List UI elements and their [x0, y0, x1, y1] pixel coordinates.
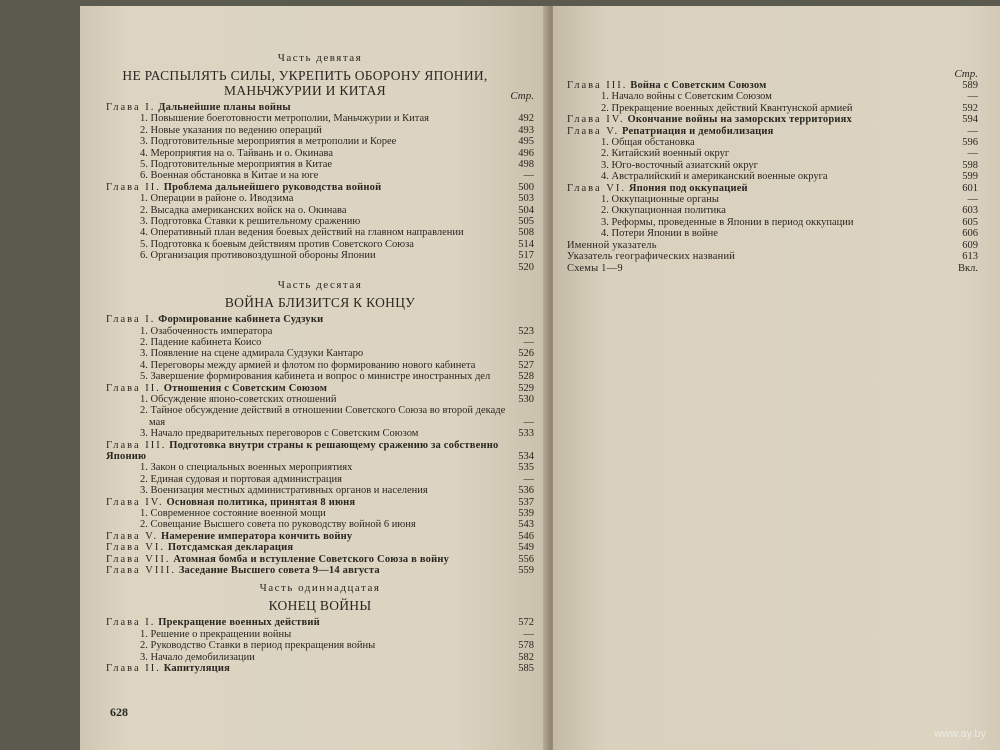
- toc-section-row: [106, 640, 534, 651]
- toc-page-number: 599: [962, 171, 978, 183]
- toc-entry-title: 5. Подготовка к боевым действиям против Советского Союза: [140, 238, 414, 250]
- str-column-header: Стр.: [954, 68, 978, 80]
- toc-entry-title: 3. Реформы, проведенные в Японии в период оккупации: [601, 216, 854, 228]
- part-title: КОНЕЦ ВОЙНЫ: [268, 598, 372, 614]
- toc-section-row: [567, 205, 978, 216]
- chapter-title: Япония под оккупацией: [628, 182, 748, 194]
- toc-page-number: 534: [518, 450, 534, 462]
- toc-entry-title: 4. Оперативный план ведения боевых действий на главном направлении: [140, 227, 464, 239]
- part-toc-list: [106, 314, 534, 576]
- toc-section-row: [567, 103, 978, 114]
- toc-section-row: [106, 326, 534, 337]
- toc-page-number: 603: [962, 205, 978, 217]
- toc-misc-row: [567, 263, 978, 274]
- toc-chapter-row: [567, 126, 978, 137]
- chapter-title: Потсдамская декларация: [167, 542, 294, 554]
- toc-entry-title: 2. Совещание Высшего совета по руководству войной 6 июня: [140, 519, 416, 531]
- toc-entry-title: [106, 314, 508, 325]
- toc-chapter-row: [106, 497, 534, 508]
- toc-section-row: [106, 360, 534, 371]
- toc-page-number: 592: [962, 102, 978, 114]
- toc-chapter-row: [567, 114, 978, 125]
- toc-entry-title: [106, 617, 508, 628]
- toc-section-row: [567, 228, 978, 239]
- toc-page-number: 504: [518, 204, 534, 216]
- toc-page-number: 528: [518, 371, 534, 383]
- toc-section-row: [567, 148, 978, 159]
- toc-page-number: 527: [518, 359, 534, 371]
- toc-section-row: [567, 137, 978, 148]
- toc-entry-title: [106, 554, 508, 565]
- toc-chapter-row: [106, 617, 534, 628]
- toc-entry-title: 1. Современное состояние военной мощи: [140, 508, 326, 519]
- chapter-prefix: Глава V.: [567, 125, 620, 137]
- toc-section-row: [106, 348, 534, 359]
- toc-entry-title: [106, 663, 508, 674]
- toc-page-number: 549: [518, 542, 534, 554]
- chapter-prefix: Глава VII.: [106, 553, 171, 565]
- toc-chapter-row: [106, 531, 534, 542]
- part-title: НЕ РАСПЫЛЯТЬ СИЛЫ, УКРЕПИТЬ ОБОРОНУ ЯПОНИИ, МАНЬЧЖУРИИ И КИТАЯ: [122, 68, 488, 98]
- toc-page-number: 572: [518, 617, 534, 629]
- toc-section-row: [106, 394, 534, 405]
- toc-page-number: 505: [518, 216, 534, 228]
- toc-entry-title: 5. Подготовительные мероприятия в Китае: [140, 159, 333, 171]
- toc-page-number: Вкл.: [958, 262, 978, 274]
- part-label: Часть десятая: [277, 279, 363, 292]
- chapter-title: Проблема дальнейшего руководства войной: [163, 181, 382, 193]
- toc-page-number: 517: [518, 250, 534, 262]
- chapter-title: Репатриация и демобилизация: [621, 125, 774, 137]
- chapter-prefix: Глава I.: [106, 617, 156, 629]
- toc-page-number: 601: [962, 182, 978, 194]
- toc-entry-title: [106, 440, 508, 463]
- toc-page-number: —: [967, 194, 978, 206]
- toc-entry-title: [567, 80, 952, 91]
- toc-entry-title: 1. Начало войны с Советским Союзом: [601, 91, 772, 103]
- right-toc: [567, 80, 978, 274]
- toc-chapter-row: [106, 663, 534, 674]
- toc-page-number: 585: [518, 663, 534, 675]
- toc-entry-title: [567, 114, 952, 125]
- watermark: www.ay.by: [934, 728, 986, 740]
- toc-page-number: 498: [518, 159, 534, 171]
- toc-section-row: [106, 508, 534, 519]
- toc-chapter-row: [106, 440, 534, 463]
- toc-section-row: [106, 216, 534, 227]
- chapter-prefix: Глава VI.: [567, 182, 626, 194]
- chapter-prefix: Глава I.: [106, 314, 156, 326]
- toc-entry-title: [106, 542, 508, 553]
- chapter-prefix: Глава VIII.: [106, 565, 176, 577]
- toc-entry-title: 2. Высадка американских войск на о. Окинава: [140, 204, 347, 216]
- toc-entry-title: 4. Переговоры между армией и флотом по формированию нового кабинета: [140, 359, 476, 371]
- toc-section-row: [106, 250, 534, 261]
- toc-section-row: [106, 239, 534, 250]
- toc-section-row: [106, 519, 534, 530]
- toc-chapter-row: [106, 542, 534, 553]
- part-label: Часть одиннадцатая: [259, 582, 381, 595]
- toc-page-number: 606: [962, 228, 978, 240]
- toc-page-number: 520: [518, 261, 534, 273]
- toc-section-row: [567, 91, 978, 102]
- toc-entry-title: 3. Подготовка Ставки к решительному сражению: [140, 216, 361, 228]
- toc-page-number: —: [523, 473, 534, 485]
- toc-page-number: 503: [518, 193, 534, 205]
- part-title-row: [106, 68, 534, 102]
- right-page: [553, 6, 1000, 750]
- chapter-title: Прекращение военных действий: [158, 617, 320, 629]
- toc-entry-title: 2. Тайное обсуждение действий в отношении Советского Союза во второй декаде мая: [140, 405, 506, 428]
- toc-entry-title: 3. Подготовительные мероприятия в метрополии и Корее: [140, 136, 397, 148]
- toc-chapter-row: [106, 102, 534, 113]
- toc-entry-title: 1. Озабоченность императора: [140, 325, 273, 337]
- toc-entry-title: 2. Руководство Ставки в период прекращения войны: [140, 640, 376, 652]
- toc-page-number: —: [967, 91, 978, 103]
- chapter-title: Атомная бомба и вступление Советского Союза в войну: [173, 553, 450, 565]
- toc-page-number: —: [523, 336, 534, 348]
- toc-page-number: 546: [518, 530, 534, 542]
- toc-page-number: 530: [518, 393, 534, 405]
- chapter-prefix: Глава VI.: [106, 542, 165, 554]
- toc-entry-title: 2. Оккупационная политика: [601, 205, 726, 217]
- toc-page-number: 533: [518, 428, 534, 440]
- toc-page-number: 596: [962, 137, 978, 149]
- toc-entry-title: [106, 497, 508, 508]
- chapter-prefix: Глава II.: [106, 663, 161, 675]
- toc-section-row: [106, 113, 534, 124]
- toc-page-number: 492: [518, 113, 534, 125]
- chapter-prefix: Глава III.: [106, 439, 167, 451]
- toc-entry-title: 3. Появление на сцене адмирала Судзуки Кантаро: [140, 348, 364, 360]
- toc-entry-title: 1. Оккупационные органы: [601, 194, 719, 206]
- toc-section-row: [567, 160, 978, 171]
- toc-page-number: 536: [518, 485, 534, 497]
- toc-entry-title: 2. Китайский военный округ: [601, 148, 730, 160]
- toc-misc-row: [567, 240, 978, 251]
- toc-entry-title: Указатель географических названий: [567, 251, 736, 263]
- chapter-title: Дальнейшие планы войны: [158, 102, 291, 113]
- toc-entry-title: 2. Падение кабинета Коисо: [140, 336, 262, 348]
- part-title-row: [106, 598, 534, 617]
- chapter-prefix: Глава II.: [106, 181, 161, 193]
- toc-entry-title: 6. Организация противовоздушной обороны Японии: [140, 250, 376, 262]
- chapter-title: Формирование кабинета Судзуки: [158, 314, 324, 326]
- chapter-title: Окончание войны на заморских территориях: [627, 114, 852, 126]
- toc-chapter-row: [106, 554, 534, 565]
- toc-page-number: 609: [962, 239, 978, 251]
- chapter-title: Основная политика, принятая 8 июня: [166, 496, 356, 508]
- toc-page-number: 523: [518, 325, 534, 337]
- chapter-title: Подготовка внутри страны к решающему сражению за собственно Японию: [106, 439, 499, 462]
- chapter-title: Отношения с Советским Союзом: [163, 382, 328, 394]
- toc-entry-title: Именной указатель: [567, 239, 657, 251]
- toc-page-number: —: [967, 125, 978, 137]
- part-title-row: [106, 295, 534, 314]
- toc-entry-title: 4. Потери Японии в войне: [601, 228, 718, 240]
- toc-page-number: 529: [518, 382, 534, 394]
- toc-page-number: 605: [962, 216, 978, 228]
- toc-entry-title: 1. Закон о специальных военных мероприятиях: [140, 462, 353, 474]
- toc-entry-title: 1. Обсуждение японо-советских отношений: [140, 393, 337, 405]
- toc-page-number: 535: [518, 462, 534, 474]
- toc-entry-title: 1. Общая обстановка: [601, 137, 695, 149]
- left-toc: [106, 52, 534, 674]
- page-number: 628: [110, 705, 128, 719]
- toc-entry-title: 2. Единая судовая и портовая администрация: [140, 473, 342, 485]
- toc-section-row: [106, 462, 534, 473]
- chapter-title: Заседание Высшего совета 9—14 августа: [178, 565, 380, 577]
- toc-chapter-row: [567, 80, 978, 91]
- toc-section-row: [106, 405, 534, 428]
- part-toc-list: [106, 617, 534, 674]
- toc-page-number: 526: [518, 348, 534, 360]
- toc-page-number: 582: [518, 651, 534, 663]
- toc-section-row: [106, 148, 534, 159]
- toc-section-row: [567, 217, 978, 228]
- chapter-prefix: Глава IV.: [567, 114, 625, 126]
- toc-chapter-row: [106, 314, 534, 325]
- toc-entry-title: [567, 183, 952, 194]
- toc-entry-title: 3. Юго-восточный азиатский округ: [601, 159, 758, 171]
- toc-entry-title: 4. Мероприятия на о. Тайвань и о. Окинава: [140, 147, 333, 159]
- toc-page-number: 508: [518, 227, 534, 239]
- chapter-title: Война с Советским Союзом: [630, 80, 767, 91]
- toc-page-number: 589: [962, 80, 978, 91]
- toc-page-number: 559: [518, 565, 534, 577]
- toc-page-number: 556: [518, 553, 534, 565]
- toc-page-number: 495: [518, 136, 534, 148]
- toc-section-row: [106, 337, 534, 348]
- toc-section-row: [106, 136, 534, 147]
- toc-section-row: [106, 474, 534, 485]
- toc-section-row: [567, 171, 978, 182]
- left-page: [80, 6, 550, 750]
- toc-entry-title: [567, 126, 952, 137]
- toc-section-row: [106, 205, 534, 216]
- toc-section-row: [106, 125, 534, 136]
- toc-page-number: 543: [518, 519, 534, 531]
- chapter-title: Капитуляция: [163, 663, 230, 675]
- part-label: Часть девятая: [277, 52, 363, 64]
- str-column-header: Стр.: [510, 90, 534, 102]
- part-title: ВОЙНА БЛИЗИТСЯ К КОНЦУ: [224, 295, 416, 311]
- toc-chapter-row: [567, 183, 978, 194]
- book-spread: [70, 6, 1000, 750]
- toc-page-number: 493: [518, 124, 534, 136]
- toc-page-number: 539: [518, 508, 534, 519]
- toc-chapter-row: [106, 565, 534, 576]
- toc-page-number: —: [523, 628, 534, 640]
- part-toc-list: [106, 102, 534, 273]
- toc-entry-title: 1. Операции в районе о. Иводзима: [140, 193, 294, 205]
- toc-page-number: —: [523, 416, 534, 428]
- toc-page-number: 613: [962, 251, 978, 263]
- toc-section-row: [106, 428, 534, 439]
- toc-misc-row: [567, 251, 978, 262]
- toc-section-row: [106, 193, 534, 204]
- toc-page-number: 594: [962, 114, 978, 126]
- toc-entry-title: [106, 531, 508, 542]
- chapter-prefix: Глава III.: [567, 80, 628, 91]
- toc-page-number: 500: [518, 181, 534, 193]
- toc-entry-title: 2. Прекращение военных действий Квантунской армией: [601, 102, 853, 114]
- chapter-prefix: Глава V.: [106, 530, 159, 542]
- toc-entry-title: 1. Повышение боеготовности метрополии, Маньчжурии и Китая: [140, 113, 429, 125]
- toc-entry-title: 4. Австралийский и американский военные округа: [601, 171, 828, 183]
- toc-entry-title: Схемы 1—9: [567, 262, 623, 274]
- toc-section-row: [106, 652, 534, 663]
- toc-entry-title: [106, 383, 508, 394]
- toc-section-row: [106, 485, 534, 496]
- toc-section-row: [106, 371, 534, 382]
- chapter-title: Намерение императора кончить войну: [160, 530, 353, 542]
- toc-entry-title: 2. Новые указания по ведению операций: [140, 124, 322, 136]
- toc-page-number: 578: [518, 640, 534, 652]
- toc-section-row: [106, 262, 534, 273]
- chapter-prefix: Глава II.: [106, 382, 161, 394]
- toc-chapter-row: [106, 383, 534, 394]
- toc-page-number: —: [523, 170, 534, 182]
- toc-entry-title: [106, 102, 508, 113]
- toc-page-number: 496: [518, 147, 534, 159]
- toc-section-row: [106, 159, 534, 170]
- chapter-prefix: Глава IV.: [106, 496, 164, 508]
- toc-page-number: 514: [518, 238, 534, 250]
- toc-page-number: 537: [518, 496, 534, 508]
- toc-chapter-row: [106, 182, 534, 193]
- toc-section-row: [106, 170, 534, 181]
- toc-section-row: [106, 227, 534, 238]
- toc-entry-title: 3. Военизация местных административных органов и населения: [140, 485, 428, 497]
- toc-entry-title: [106, 565, 508, 576]
- toc-page-number: —: [967, 148, 978, 160]
- toc-entry-title: 3. Начало предварительных переговоров с Советским Союзом: [140, 428, 419, 440]
- toc-entry-title: 1. Решение о прекращении войны: [140, 628, 292, 640]
- toc-entry-title: 3. Начало демобилизации: [140, 651, 255, 663]
- toc-entry-title: 6. Военная обстановка в Китае и на юге: [140, 170, 319, 182]
- toc-entry-title: [106, 182, 508, 193]
- toc-section-row: [106, 629, 534, 640]
- chapter-prefix: Глава I.: [106, 102, 156, 113]
- toc-section-row: [567, 194, 978, 205]
- toc-entry-title: 5. Завершение формирования кабинета и вопрос о министре иностранных дел: [140, 371, 491, 383]
- toc-page-number: 598: [962, 159, 978, 171]
